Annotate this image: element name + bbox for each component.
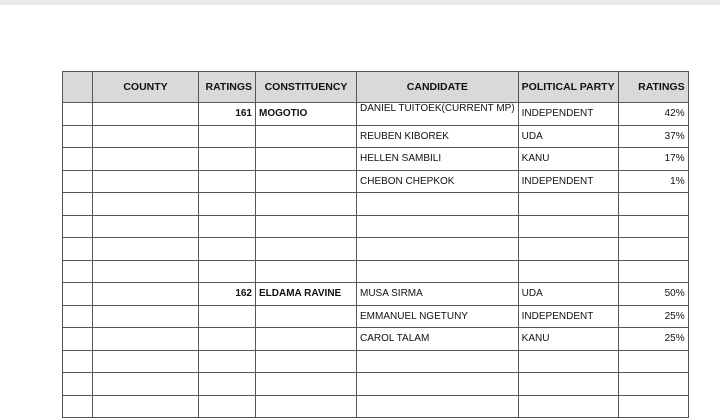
row-index-cell [63, 148, 93, 171]
ranking-cell: 162 [199, 283, 256, 306]
county-cell [93, 373, 199, 396]
table-row [63, 328, 689, 351]
row-index-cell [63, 350, 93, 373]
ranking-cell [199, 170, 256, 193]
party-cell: KANU [518, 328, 618, 351]
county-cell [93, 238, 199, 261]
row-index-cell [63, 328, 93, 351]
table-row [63, 283, 689, 306]
party-cell: KANU [518, 148, 618, 171]
party-cell [518, 238, 618, 261]
rating-cell: 1% [618, 170, 688, 193]
row-index-cell [63, 215, 93, 238]
candidate-cell: MUSA SIRMA [357, 283, 519, 306]
table-row [63, 103, 689, 126]
candidate-cell [357, 215, 519, 238]
constituency-cell [256, 215, 357, 238]
ratings-table [62, 71, 689, 418]
county-cell [93, 125, 199, 148]
row-index-cell [63, 193, 93, 216]
header-row [63, 72, 689, 103]
table-row [63, 305, 689, 328]
row-index-cell [63, 125, 93, 148]
constituency-cell [256, 193, 357, 216]
county-cell [93, 395, 199, 418]
party-cell: UDA [518, 283, 618, 306]
county-cell [93, 328, 199, 351]
table-row [63, 148, 689, 171]
table-row [63, 170, 689, 193]
county-cell [93, 215, 199, 238]
ranking-cell [199, 193, 256, 216]
party-cell [518, 373, 618, 396]
candidate-cell [357, 350, 519, 373]
rating-cell [618, 350, 688, 373]
row-index-cell [63, 283, 93, 306]
table-row [63, 260, 689, 283]
constituency-cell [256, 395, 357, 418]
rating-cell: 17% [618, 148, 688, 171]
rating-cell [618, 395, 688, 418]
table-body [63, 103, 689, 418]
party-cell [518, 215, 618, 238]
rating-cell: 42% [618, 103, 688, 126]
row-index-cell [63, 170, 93, 193]
row-index-cell [63, 395, 93, 418]
constituency-cell [256, 373, 357, 396]
ranking-cell [199, 215, 256, 238]
table-row [63, 350, 689, 373]
rating-cell [618, 373, 688, 396]
header-candidate-ratings: RATINGS [618, 72, 688, 103]
header-political-party: POLITICAL PARTY [518, 72, 618, 103]
header-county: COUNTY [93, 72, 199, 103]
county-cell [93, 193, 199, 216]
rating-cell: 25% [618, 328, 688, 351]
row-index-cell [63, 260, 93, 283]
constituency-cell [256, 350, 357, 373]
party-cell [518, 395, 618, 418]
row-index-cell [63, 373, 93, 396]
ranking-cell [199, 148, 256, 171]
constituency-cell: MOGOTIO [256, 103, 357, 126]
candidate-cell [357, 193, 519, 216]
candidate-cell [357, 238, 519, 261]
county-cell [93, 170, 199, 193]
table-row [63, 395, 689, 418]
party-cell: UDA [518, 125, 618, 148]
county-cell [93, 103, 199, 126]
constituency-cell [256, 125, 357, 148]
candidate-cell [357, 260, 519, 283]
county-cell [93, 350, 199, 373]
row-index-cell [63, 238, 93, 261]
county-cell [93, 148, 199, 171]
table-row [63, 373, 689, 396]
rating-cell [618, 260, 688, 283]
candidate-cell: REUBEN KIBOREK [357, 125, 519, 148]
ranking-cell [199, 395, 256, 418]
constituency-cell [256, 170, 357, 193]
ranking-cell [199, 350, 256, 373]
county-cell [93, 260, 199, 283]
table-row [63, 215, 689, 238]
ranking-cell: 161 [199, 103, 256, 126]
header-candidate: CANDIDATE [357, 72, 519, 103]
rating-cell: 37% [618, 125, 688, 148]
row-index-cell [63, 103, 93, 126]
rating-cell [618, 238, 688, 261]
party-cell [518, 260, 618, 283]
table-row [63, 193, 689, 216]
ranking-cell [199, 238, 256, 261]
header-ratings: RATINGS [199, 72, 256, 103]
table-row [63, 125, 689, 148]
constituency-cell [256, 238, 357, 261]
ranking-cell [199, 260, 256, 283]
party-cell: INDEPENDENT [518, 305, 618, 328]
constituency-cell [256, 260, 357, 283]
rating-cell [618, 193, 688, 216]
table-row [63, 238, 689, 261]
county-cell [93, 305, 199, 328]
candidate-cell: DANIEL TUITOEK(CURRENT MP) [357, 103, 519, 126]
candidate-cell [357, 395, 519, 418]
rating-cell [618, 215, 688, 238]
candidate-cell [357, 373, 519, 396]
rating-cell: 50% [618, 283, 688, 306]
row-index-cell [63, 305, 93, 328]
candidate-cell: EMMANUEL NGETUNY [357, 305, 519, 328]
party-cell [518, 193, 618, 216]
county-cell [93, 283, 199, 306]
ranking-cell [199, 305, 256, 328]
candidate-cell: CAROL TALAM [357, 328, 519, 351]
party-cell: INDEPENDENT [518, 103, 618, 126]
constituency-cell [256, 328, 357, 351]
ranking-cell [199, 373, 256, 396]
constituency-cell: ELDAMA RAVINE [256, 283, 357, 306]
constituency-cell [256, 305, 357, 328]
top-bar [0, 0, 720, 5]
rating-cell: 25% [618, 305, 688, 328]
ranking-cell [199, 328, 256, 351]
party-cell [518, 350, 618, 373]
constituency-cell [256, 148, 357, 171]
header-constituency: CONSTITUENCY [256, 72, 357, 103]
party-cell: INDEPENDENT [518, 170, 618, 193]
candidate-cell: CHEBON CHEPKOK [357, 170, 519, 193]
candidate-cell: HELLEN SAMBILI [357, 148, 519, 171]
ranking-cell [199, 125, 256, 148]
header-index [63, 72, 93, 103]
